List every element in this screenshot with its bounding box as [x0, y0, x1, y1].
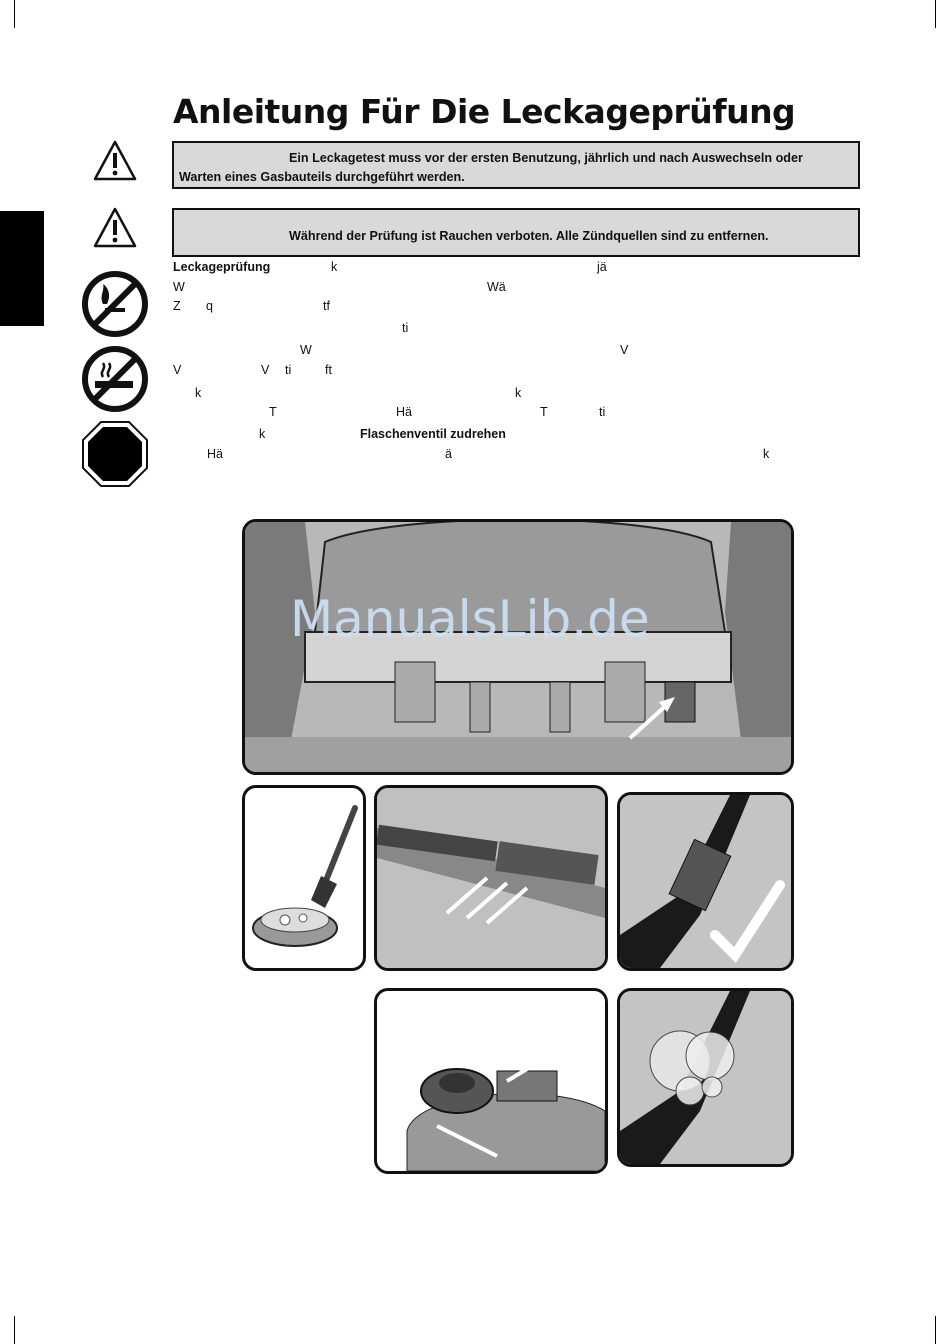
body-text-fragment: T — [269, 405, 277, 419]
body-text-fragment: k — [259, 427, 266, 441]
body-text-fragment: jä — [597, 260, 607, 274]
body-text-fragment: k — [763, 447, 770, 461]
crop-mark — [14, 0, 15, 28]
warning-triangle-icon — [92, 138, 138, 184]
crop-mark — [935, 1316, 936, 1344]
body-text-fragment: tf — [323, 299, 330, 313]
body-text-fragment: Leckageprüfung — [173, 260, 271, 274]
leak-bubbles-illustration — [617, 988, 794, 1167]
crop-mark — [14, 1316, 15, 1344]
no-smoking-icon — [81, 345, 149, 413]
body-text-fragment: Z — [173, 299, 181, 313]
soap-brush-illustration — [242, 785, 366, 971]
body-text-fragment: W — [173, 280, 185, 294]
body-text-fragment: Wä — [487, 280, 506, 294]
body-text-fragment: Hä — [207, 447, 223, 461]
body-text-fragment: k — [515, 386, 522, 400]
body-text-fragment: T — [540, 405, 548, 419]
no-smoking-notice: Während der Prüfung ist Rauchen verboten. Alle Zündquellen sind zu entfernen. — [172, 208, 860, 257]
body-text-fragment: V — [261, 363, 270, 377]
body-text-fragment: ti — [285, 363, 292, 377]
gas-bottle-regulator-illustration — [374, 988, 608, 1174]
watermark: ManualsLib.de — [290, 590, 650, 648]
section-tab — [0, 211, 44, 326]
stop-sign-icon — [81, 420, 149, 488]
body-text-fragment: k — [195, 386, 202, 400]
body-text-fragment: q — [206, 299, 213, 313]
body-text-fragment: Flaschenventil zudrehen — [360, 427, 506, 441]
body-text-fragment: V — [620, 343, 629, 357]
body-text-fragment: ft — [325, 363, 332, 377]
no-open-flame-icon — [81, 270, 149, 338]
notice-line-2: Warten eines Gasbauteils durchgeführt werden. — [179, 170, 465, 184]
hose-connection-illustration — [374, 785, 608, 971]
warning-triangle-icon — [92, 205, 138, 251]
body-text-fragment: ti — [599, 405, 606, 419]
notice-line-1: Ein Leckagetest muss vor der ersten Benutzung, jährlich und nach Auswechseln oder — [289, 151, 803, 165]
crop-mark — [935, 0, 936, 28]
no-leak-illustration — [617, 792, 794, 971]
body-text-fragment: ti — [402, 321, 409, 335]
body-text-fragment: Hä — [396, 405, 412, 419]
body-text-fragment: W — [300, 343, 312, 357]
leak-test-notice — [172, 141, 860, 189]
page-title: Anleitung Für Die Leckageprüfung — [173, 92, 796, 131]
body-text-fragment: k — [331, 260, 338, 274]
body-text-fragment: V — [173, 363, 182, 377]
body-text-fragment: ä — [445, 447, 452, 461]
